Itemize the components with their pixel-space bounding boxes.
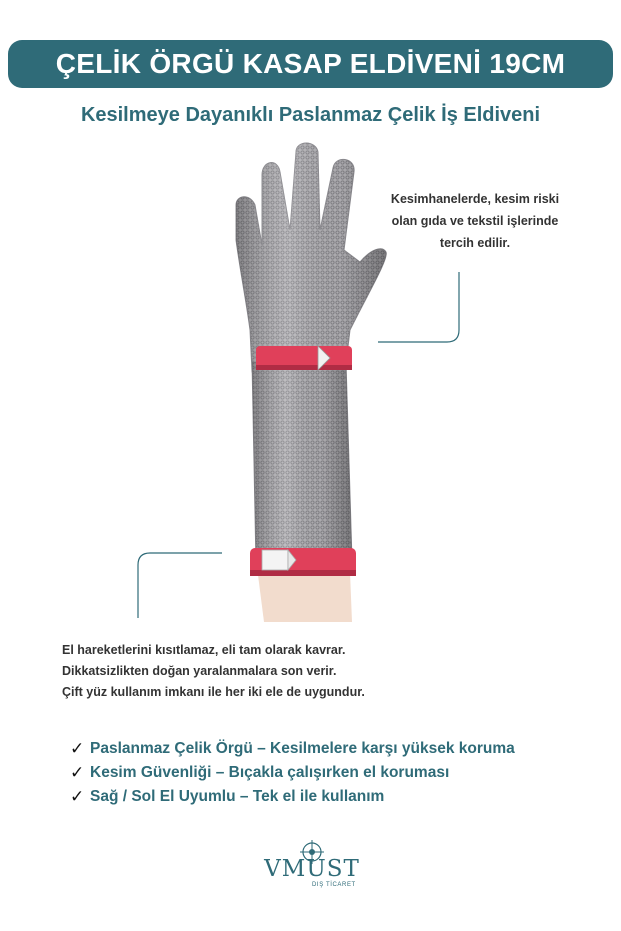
callout-left-line: El hareketlerini kısıtlamaz, eli tam olarak kavrar. — [62, 643, 346, 657]
feature-item — [70, 761, 515, 785]
check-icon: ✓ — [70, 739, 85, 758]
wrist-strap — [256, 346, 352, 370]
feature-text: Paslanmaz Çelik Örgü – Kesilmelere karşı yüksek koruma — [90, 740, 515, 757]
callout-top-line: Kesimhanelerde, kesim riski — [390, 192, 560, 206]
callout-line-top — [378, 272, 459, 342]
callout-line-left — [138, 553, 222, 618]
page-title: ÇELİK ÖRGÜ KASAP ELDİVENİ 19CM — [55, 48, 566, 79]
callout-left — [62, 640, 462, 703]
brand-logo — [262, 840, 362, 896]
feature-item — [70, 785, 515, 809]
callout-top-line: olan gıda ve tekstil işlerinde — [391, 214, 559, 228]
callout-left-line: Dikkatsizlikten doğan yaralanmalara son verir. — [62, 664, 337, 678]
callout-top-line: tercih edilir. — [439, 236, 511, 250]
feature-text: Kesim Güvenliği – Bıçakla çalışırken el koruması — [90, 764, 450, 781]
feature-item — [70, 737, 515, 761]
check-icon: ✓ — [70, 787, 85, 806]
check-icon: ✓ — [70, 763, 85, 782]
logo-wordmark: VMUST — [264, 856, 360, 882]
cuff-strap — [250, 548, 356, 576]
callout-top — [370, 188, 580, 254]
logo-tagline: DIŞ TİCARET — [312, 882, 356, 888]
callout-left-line: Çift yüz kullanım imkanı ile her iki ele de uygundur. — [62, 685, 365, 699]
feature-text: Sağ / Sol El Uyumlu – Tek el ile kullanım — [90, 788, 385, 805]
page-subtitle: Kesilmeye Dayanıklı Paslanmaz Çelik İş Eldiveni — [80, 104, 541, 126]
feature-list — [70, 737, 515, 809]
